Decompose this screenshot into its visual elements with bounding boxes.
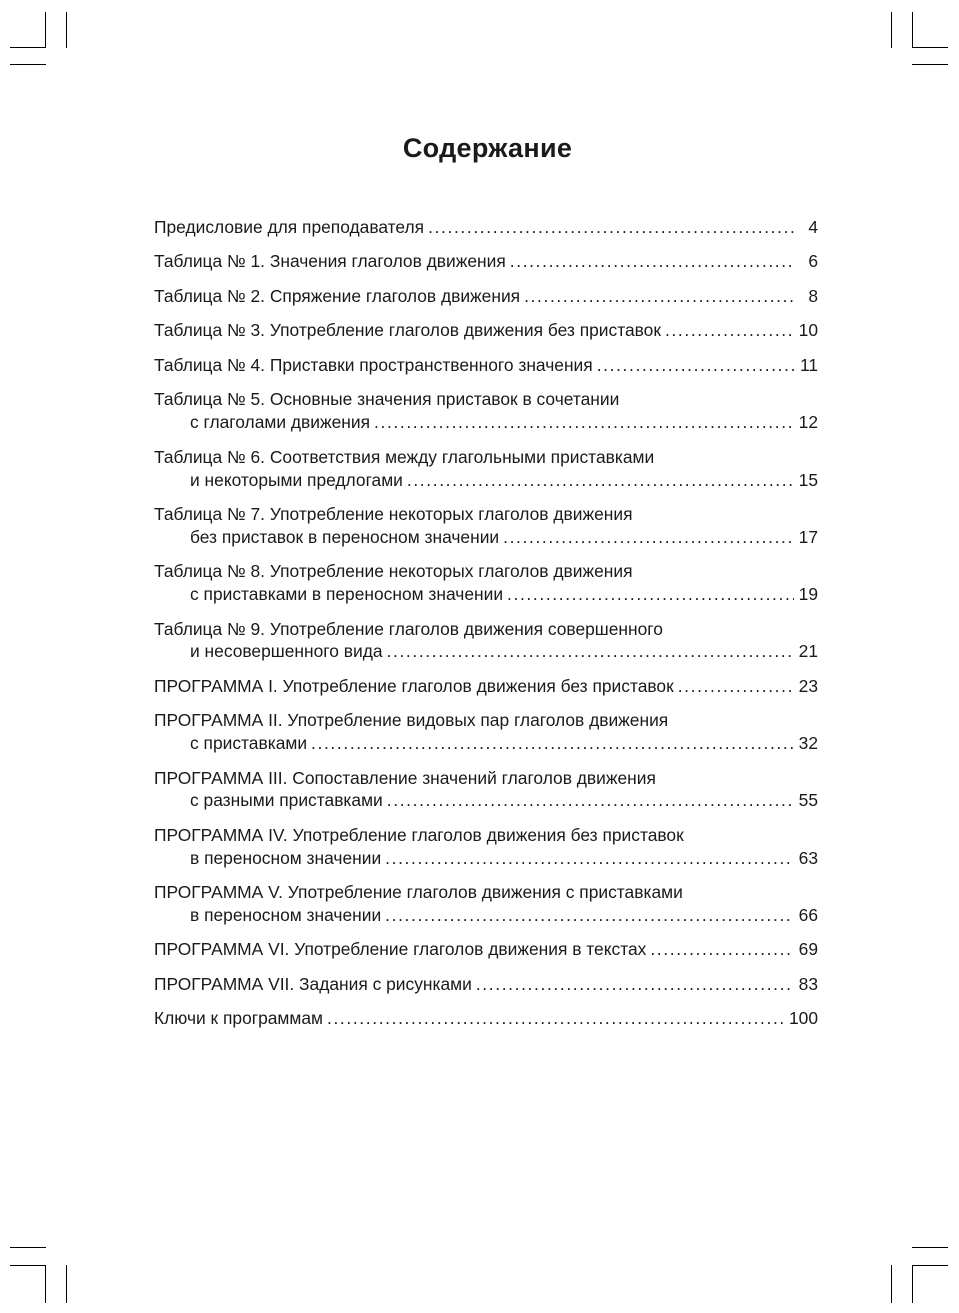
- toc-page-number: 32: [798, 733, 818, 754]
- toc-entry-title: ПРОГРАММА III. Сопоставление значений глаголов движения: [154, 767, 656, 788]
- toc-page-number: 83: [798, 973, 818, 994]
- toc-entry-title: без приставок в переносном значении: [190, 526, 500, 547]
- toc-entry[interactable]: [154, 560, 818, 606]
- toc-entry-title: Предисловие для преподавателя: [154, 217, 425, 237]
- toc-page-number: 12: [798, 412, 818, 433]
- page-title: Содержание: [402, 133, 573, 163]
- toc-entry[interactable]: [154, 973, 818, 996]
- toc-entry-title: Таблица № 5. Основные значения приставок в сочетании: [154, 389, 620, 410]
- dot-leader: [665, 319, 794, 342]
- toc-entry-title: Таблица № 3. Употребление глаголов движения без приставок: [154, 320, 661, 341]
- dot-leader: [503, 526, 794, 549]
- toc-entry[interactable]: [154, 446, 818, 492]
- toc-page-number: 100: [788, 1008, 818, 1029]
- toc-entry-title: Таблица № 4. Приставки пространственного значения: [154, 354, 593, 375]
- toc-entry[interactable]: [154, 503, 818, 549]
- dot-leader: [678, 675, 794, 698]
- toc-entry-title: ПРОГРАММА II. Употребление видовых пар глаголов движения: [154, 710, 669, 731]
- toc-entry-title: ПРОГРАММА VII. Задания с рисунками: [154, 973, 472, 994]
- toc-entry-title: ПРОГРАММА IV. Употребление глаголов движения без приставок: [154, 824, 684, 845]
- toc-page-number: 4: [808, 217, 818, 237]
- dot-leader: [597, 354, 794, 377]
- toc-entry-title: в переносном значении: [190, 847, 382, 868]
- dot-leader: [524, 285, 794, 308]
- toc-entry-title: в переносном значении: [190, 904, 382, 925]
- dot-leader: [407, 469, 794, 492]
- toc-entry-title: ПРОГРАММА V. Употребление глаголов движения с приставками: [154, 882, 683, 903]
- table-of-contents: [154, 216, 818, 1042]
- toc-page-number: 63: [798, 847, 818, 868]
- dot-leader: [387, 789, 794, 812]
- toc-entry-title: ПРОГРАММА VI. Употребление глаголов движения в текстах: [154, 939, 647, 960]
- toc-page-number: 15: [798, 469, 818, 490]
- toc-page-number: 23: [798, 675, 818, 696]
- dot-leader: [507, 583, 794, 606]
- toc-page-number: 11: [799, 354, 818, 375]
- toc-entry-title: и некоторыми предлогами: [190, 469, 403, 490]
- toc-entry-title: Таблица № 7. Употребление некоторых глаголов движения: [154, 503, 633, 524]
- toc-page-number: 69: [798, 939, 818, 960]
- toc-entry-title: Ключи к программам: [154, 1008, 323, 1029]
- dot-leader: [428, 216, 794, 239]
- dot-leader: [311, 732, 794, 755]
- toc-entry-title: с разными приставками: [190, 790, 383, 811]
- dot-leader: [374, 411, 794, 434]
- dot-leader: [650, 938, 794, 961]
- toc-entry-title: ПРОГРАММА I. Употребление глаголов движения без приставок: [154, 675, 674, 696]
- toc-page-number: 6: [808, 251, 818, 272]
- toc-entry[interactable]: [154, 1007, 818, 1030]
- toc-entry[interactable]: [154, 354, 818, 377]
- toc-page-number: 10: [798, 320, 818, 341]
- toc-entry[interactable]: [154, 618, 818, 664]
- toc-entry-title: Таблица № 2. Спряжение глаголов движения: [154, 285, 521, 306]
- toc-entry[interactable]: [154, 216, 818, 239]
- toc-entry-title: с приставками: [190, 733, 308, 754]
- dot-leader: [327, 1007, 785, 1030]
- dot-leader: [387, 640, 794, 663]
- toc-entry-title: с приставками в переносном значении: [190, 584, 504, 605]
- toc-page-number: 55: [798, 790, 818, 811]
- toc-entry[interactable]: [154, 285, 818, 308]
- toc-page-number: 21: [798, 641, 818, 662]
- dot-leader: [476, 973, 794, 996]
- toc-entry[interactable]: [154, 938, 818, 961]
- toc-entry-title: Таблица № 9. Употребление глаголов движения совершенного: [154, 618, 663, 639]
- toc-entry-title: с глаголами движения: [190, 412, 371, 433]
- toc-page-number: 17: [798, 526, 818, 547]
- toc-entry[interactable]: [154, 388, 818, 434]
- toc-entry[interactable]: [154, 767, 818, 813]
- dot-leader: [385, 847, 794, 870]
- toc-entry[interactable]: [154, 250, 818, 273]
- toc-entry[interactable]: [154, 319, 818, 342]
- toc-entry-title: Таблица № 6. Соответствия между глагольными приставками: [154, 446, 655, 467]
- toc-page-number: 66: [798, 904, 818, 925]
- toc-page-number: 19: [798, 584, 818, 605]
- toc-entry[interactable]: [154, 824, 818, 870]
- toc-entry-title: Таблица № 8. Употребление некоторых глаголов движения: [154, 561, 633, 582]
- dot-leader: [385, 904, 794, 927]
- toc-entry-title: Таблица № 1. Значения глаголов движения: [154, 251, 506, 272]
- dot-leader: [510, 250, 794, 273]
- toc-entry[interactable]: [154, 881, 818, 927]
- toc-entry[interactable]: [154, 709, 818, 755]
- toc-entry[interactable]: [154, 675, 818, 698]
- toc-entry-title: и несовершенного вида: [190, 641, 383, 662]
- toc-page-number: 8: [808, 285, 818, 306]
